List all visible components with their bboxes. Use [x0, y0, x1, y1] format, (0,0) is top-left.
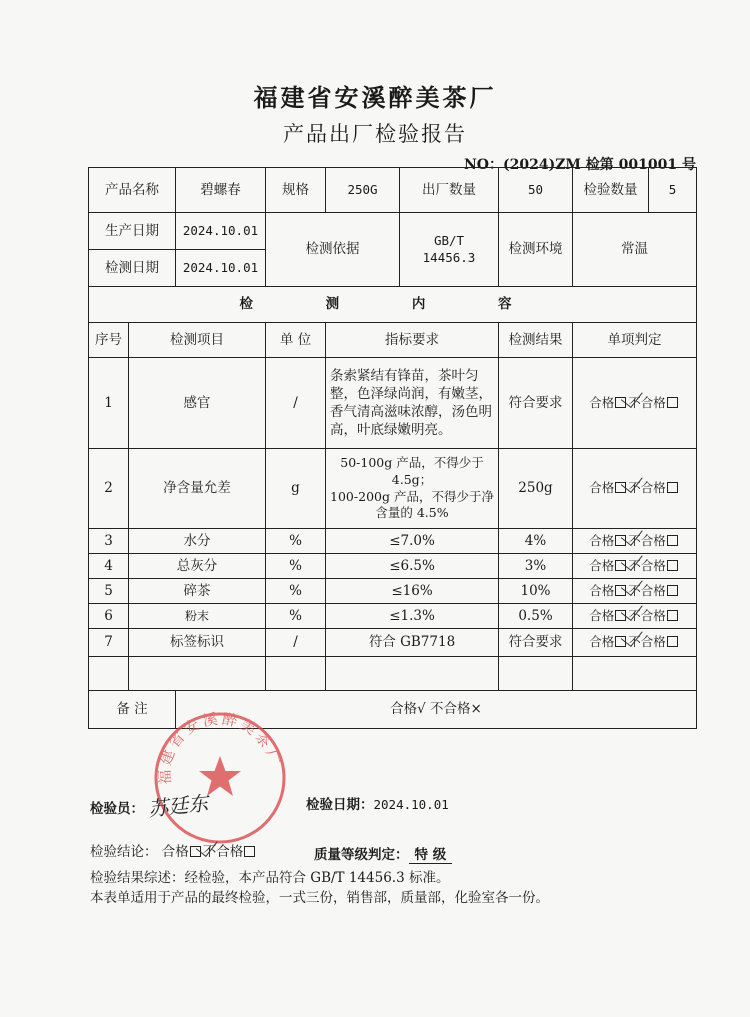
report-title: 产品出厂检验报告 [283, 122, 467, 146]
inspector-label: 检验员： [90, 801, 144, 817]
row-unit: % [266, 529, 326, 554]
requirement-line-2: 100-200g 产品，不得少于净含量的 4.5% [330, 488, 494, 521]
row-requirement [326, 449, 499, 529]
product-name-label: 产品名称 [89, 168, 176, 213]
pass-checkbox[interactable] [615, 585, 626, 596]
row-no: 7 [89, 629, 129, 657]
row-judge [573, 604, 697, 629]
usage-text: 本表单适用于产品的最终检验，一式三份，销售部，质量部，化验室各一份。 [90, 890, 549, 906]
product-info-row [89, 168, 697, 213]
row-unit: % [266, 554, 326, 579]
fail-label: 不合格 [628, 607, 666, 623]
fail-checkbox[interactable] [667, 585, 678, 596]
row-unit: / [266, 629, 326, 657]
inspect-qty-value: 5 [649, 168, 697, 213]
inspection-date-label: 检测日期 [89, 250, 176, 287]
pass-checkbox[interactable] [615, 397, 626, 408]
inspector-signature: 苏廷东 [147, 790, 210, 822]
row-result: 符合要求 [499, 358, 573, 449]
col-header-requirement: 指标要求 [326, 323, 499, 358]
empty-cell [129, 657, 266, 691]
row-requirement: ≤16% [326, 579, 499, 604]
empty-row [89, 657, 697, 691]
fail-label: 不合格 [628, 480, 666, 496]
empty-cell [266, 657, 326, 691]
section-title: 检 测 内 容 [89, 287, 697, 323]
row-no: 4 [89, 554, 129, 579]
row-judge [573, 629, 697, 657]
shipment-qty-label: 出厂数量 [400, 168, 499, 213]
row-no: 1 [89, 358, 129, 449]
grade-value: 特 级 [409, 847, 453, 864]
row-item: 碎茶 [129, 579, 266, 604]
conclusion-fail-label: 不合格 [202, 844, 244, 860]
row-judge [573, 579, 697, 604]
company-seal-stamp [150, 708, 290, 848]
conclusion-fail-checkbox[interactable] [244, 846, 255, 857]
production-date-value: 2024.10.01 [176, 213, 266, 250]
column-header-row [89, 323, 697, 358]
fail-label: 不合格 [628, 634, 666, 650]
summary-text: 检验结果综述：经检验，本产品符合 GB/T 14456.3 标准。 [90, 870, 450, 886]
row-judge [573, 529, 697, 554]
spec-label: 规格 [266, 168, 326, 213]
conclusion-line [90, 840, 257, 860]
fail-label: 不合格 [628, 394, 666, 410]
row-judge [573, 358, 697, 449]
report-number: NO：(2024)ZM 检第 001001 号 [464, 157, 696, 173]
row-no: 5 [89, 579, 129, 604]
table-row [89, 604, 697, 629]
basis-label: 检测依据 [266, 213, 400, 287]
inspect-qty-label: 检验数量 [573, 168, 649, 213]
fail-checkbox[interactable] [667, 482, 678, 493]
fail-label: 不合格 [628, 532, 666, 548]
inspect-date-label: 检验日期： [306, 797, 374, 813]
product-name-value: 碧螺春 [176, 168, 266, 213]
pass-checkbox[interactable] [615, 482, 626, 493]
seal-text: 福建省安溪醉美茶厂 [155, 709, 284, 785]
pass-checkbox[interactable] [615, 610, 626, 621]
row-item: 标签标识 [129, 629, 266, 657]
empty-cell [326, 657, 499, 691]
row-judge [573, 554, 697, 579]
fail-label: 不合格 [628, 582, 666, 598]
pass-checkbox[interactable] [615, 560, 626, 571]
row-requirement: ≤7.0% [326, 529, 499, 554]
spec-value: 250G [326, 168, 400, 213]
row-result: 10% [499, 579, 573, 604]
inspection-date-value: 2024.10.01 [176, 250, 266, 287]
pass-checkbox[interactable] [615, 636, 626, 647]
pass-checkbox[interactable] [615, 535, 626, 546]
col-header-no: 序号 [89, 323, 129, 358]
row-unit: / [266, 358, 326, 449]
empty-cell [89, 657, 129, 691]
row-item: 水分 [129, 529, 266, 554]
env-value: 常温 [573, 213, 697, 287]
shipment-qty-value: 50 [499, 168, 573, 213]
row-unit: % [266, 579, 326, 604]
production-date-label: 生产日期 [89, 213, 176, 250]
row-item: 感官 [129, 358, 266, 449]
table-row [89, 554, 697, 579]
pass-label: 合格 [589, 557, 615, 573]
empty-cell [573, 657, 697, 691]
row-no: 3 [89, 529, 129, 554]
table-row [89, 449, 697, 529]
fail-checkbox[interactable] [667, 397, 678, 408]
requirement-line-1: 50-100g 产品，不得少于 4.5g； [340, 454, 484, 487]
fail-label: 不合格 [628, 557, 666, 573]
row-requirement: 符合 GB7718 [326, 629, 499, 657]
grade-label: 质量等级判定： [314, 847, 409, 863]
col-header-unit: 单 位 [266, 323, 326, 358]
conclusion-label: 检验结论： [90, 844, 158, 860]
table-row [89, 529, 697, 554]
row-result: 3% [499, 554, 573, 579]
row-result: 符合要求 [499, 629, 573, 657]
table-row [89, 358, 697, 449]
inspection-table [88, 167, 697, 729]
pass-label: 合格 [589, 532, 615, 548]
inspect-date-line [306, 793, 449, 813]
row-unit: % [266, 604, 326, 629]
pass-label: 合格 [589, 634, 615, 650]
row-result: 250g [499, 449, 573, 529]
inspector-line [90, 790, 210, 822]
row-requirement: 条索紧结有锋苗，茶叶匀整，色泽绿尚润，有嫩茎，香气清高滋味浓醇，汤色明高，叶底绿嫩明亮。 [326, 358, 499, 449]
row-item: 粉末 [129, 604, 266, 629]
row-judge [573, 449, 697, 529]
table-row [89, 579, 697, 604]
conclusion-pass-checkbox[interactable] [190, 846, 201, 857]
table-row [89, 629, 697, 657]
pass-label: 合格 [589, 480, 615, 496]
fail-checkbox[interactable] [667, 636, 678, 647]
env-label: 检测环境 [499, 213, 573, 287]
row-item: 总灰分 [129, 554, 266, 579]
empty-cell [499, 657, 573, 691]
basis-value: GB/T 14456.3 [400, 213, 499, 287]
company-name: 福建省安溪醉美茶厂 [253, 83, 497, 112]
remarks-label: 备 注 [89, 691, 176, 729]
section-title-row [89, 287, 697, 323]
row-result: 0.5% [499, 604, 573, 629]
row-no: 2 [89, 449, 129, 529]
col-header-result: 检测结果 [499, 323, 573, 358]
fail-checkbox[interactable] [667, 560, 678, 571]
fail-checkbox[interactable] [667, 535, 678, 546]
pass-label: 合格 [589, 394, 615, 410]
row-requirement: ≤6.5% [326, 554, 499, 579]
production-date-row [89, 213, 697, 250]
pass-label: 合格 [589, 607, 615, 623]
fail-checkbox[interactable] [667, 610, 678, 621]
row-item: 净含量允差 [129, 449, 266, 529]
row-result: 4% [499, 529, 573, 554]
grade-line [314, 843, 452, 863]
conclusion-pass-label: 合格 [161, 844, 189, 860]
pass-label: 合格 [589, 582, 615, 598]
row-unit: g [266, 449, 326, 529]
col-header-judge: 单项判定 [573, 323, 697, 358]
col-header-item: 检测项目 [129, 323, 266, 358]
remarks-text: 合格√ 不合格× [176, 691, 697, 729]
row-requirement: ≤1.3% [326, 604, 499, 629]
inspect-date-value: 2024.10.01 [373, 797, 449, 812]
row-no: 6 [89, 604, 129, 629]
